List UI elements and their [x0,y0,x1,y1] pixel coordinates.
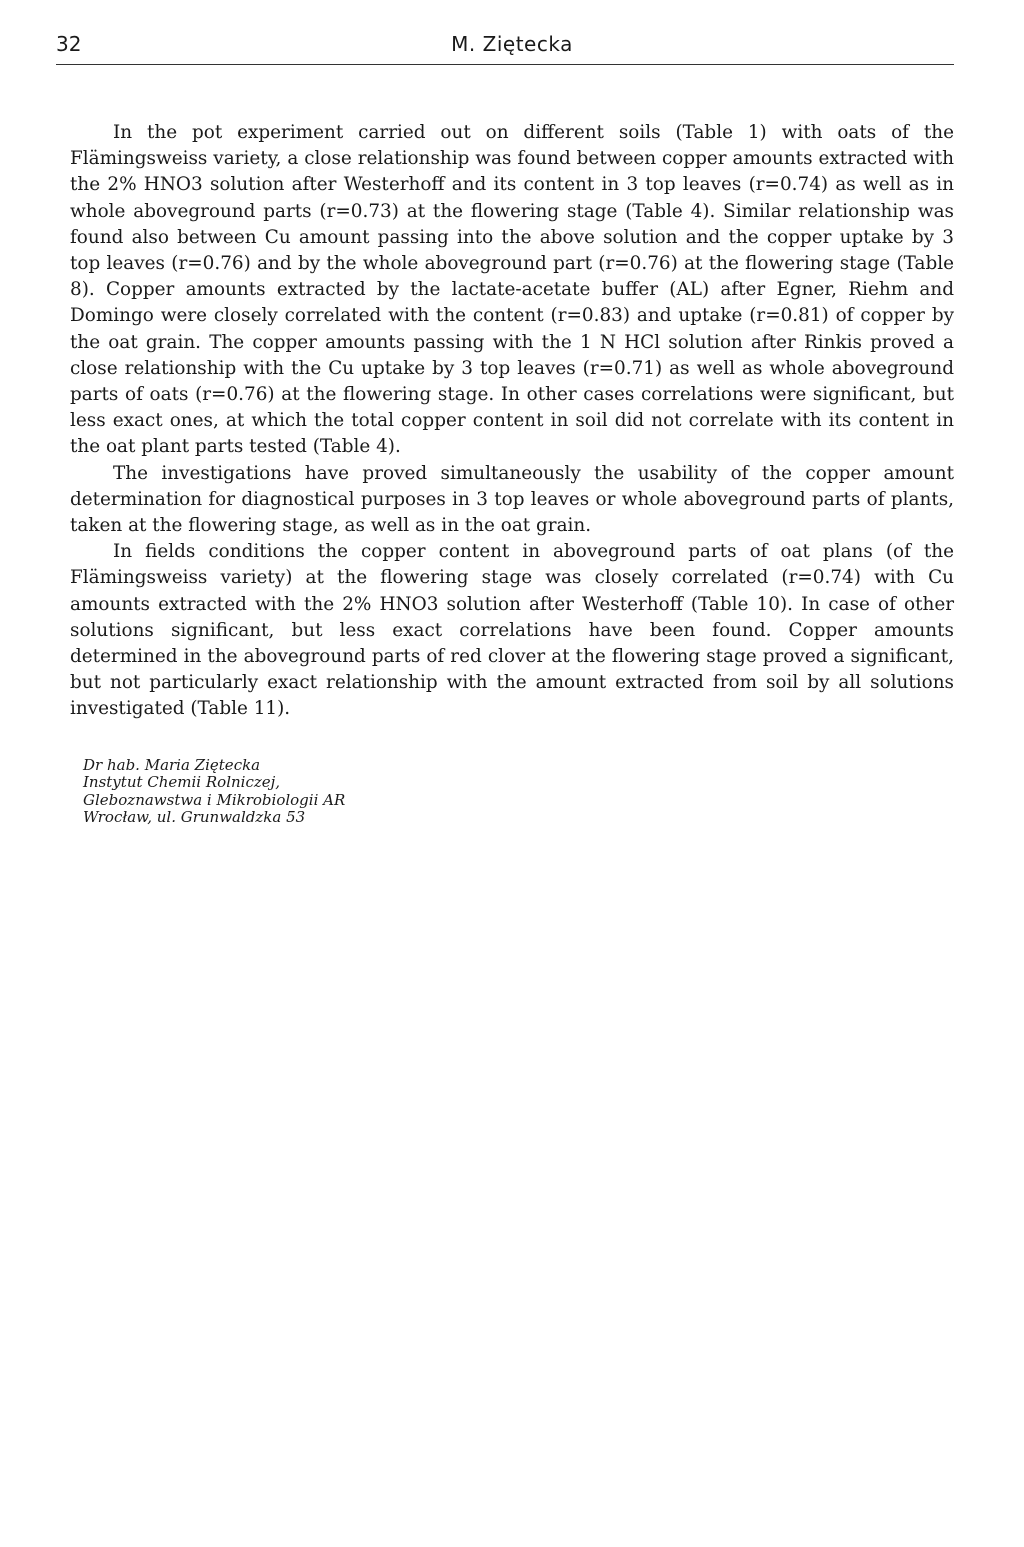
running-head [56,26,954,62]
author-name: Dr hab. Maria Ziętecka [83,755,261,774]
author-address [83,757,954,827]
body-text [70,120,954,723]
running-title: M. Ziętecka [451,32,573,56]
address-line: Wrocław, ul. Grunwaldzka 53 [83,808,306,827]
header-rule [56,64,954,65]
address-line: Gleboznawstwa i Mikrobiologii AR [83,790,346,809]
paragraph: The investigations have proved simultaneously the usability of the copper amount determination for diagnostical purposes in 3 top leaves or whole aboveground parts of plants, taken at the flowering stage, as well as in the oat grain. [70,462,954,537]
paragraph: In fields conditions the copper content in aboveground parts of oat plans (of the Flämingsweiss variety) at the flowering stage was closely correlated (r=0.74) with Cu amounts extracted with the 2% HNO3 solution after Westerhoff (Table 10). In case of other solutions significant, but less exact correlations have been found. Copper amounts determined in the aboveground parts of red clover at the flowering stage proved a significant, but not particularly exact relationship with the amount extracted from soil by all solutions investigated (Table 11). [70,541,954,720]
paragraph: In the pot experiment carried out on different soils (Table 1) with oats of the Flämingsweiss variety, a close relationship was found between copper amounts extracted with the 2% HNO3 solution after Westerhoff and its content in 3 top leaves (r=0.74) as well as in whole aboveground parts (r=0.73) at the flowering stage (Table 4). Similar relationship was found also between Cu amount passing into the above solution and the copper uptake by 3 top leaves (r=0.76) and by the whole aboveground part (r=0.76) at the flowering stage (Table 8). Copper amounts extracted by the lactate-acetate buffer (AL) after Egner, Riehm and Domingo were closely correlated with the content (r=0.83) and uptake (r=0.81) of copper by the oat grain. The copper amounts passing with the 1 N HCl solution after Rinkis proved a close relationship with the Cu uptake by 3 top leaves (r=0.71) as well as whole aboveground parts of oats (r=0.76) at the flowering stage. In other cases correlations were significant, but less exact ones, at which the total copper content in soil did not correlate with its content in the oat plant parts tested (Table 4). [70,122,954,458]
page-number: 32 [56,32,82,56]
page [56,26,954,827]
address-line: Instytut Chemii Rolniczej, [83,773,281,792]
